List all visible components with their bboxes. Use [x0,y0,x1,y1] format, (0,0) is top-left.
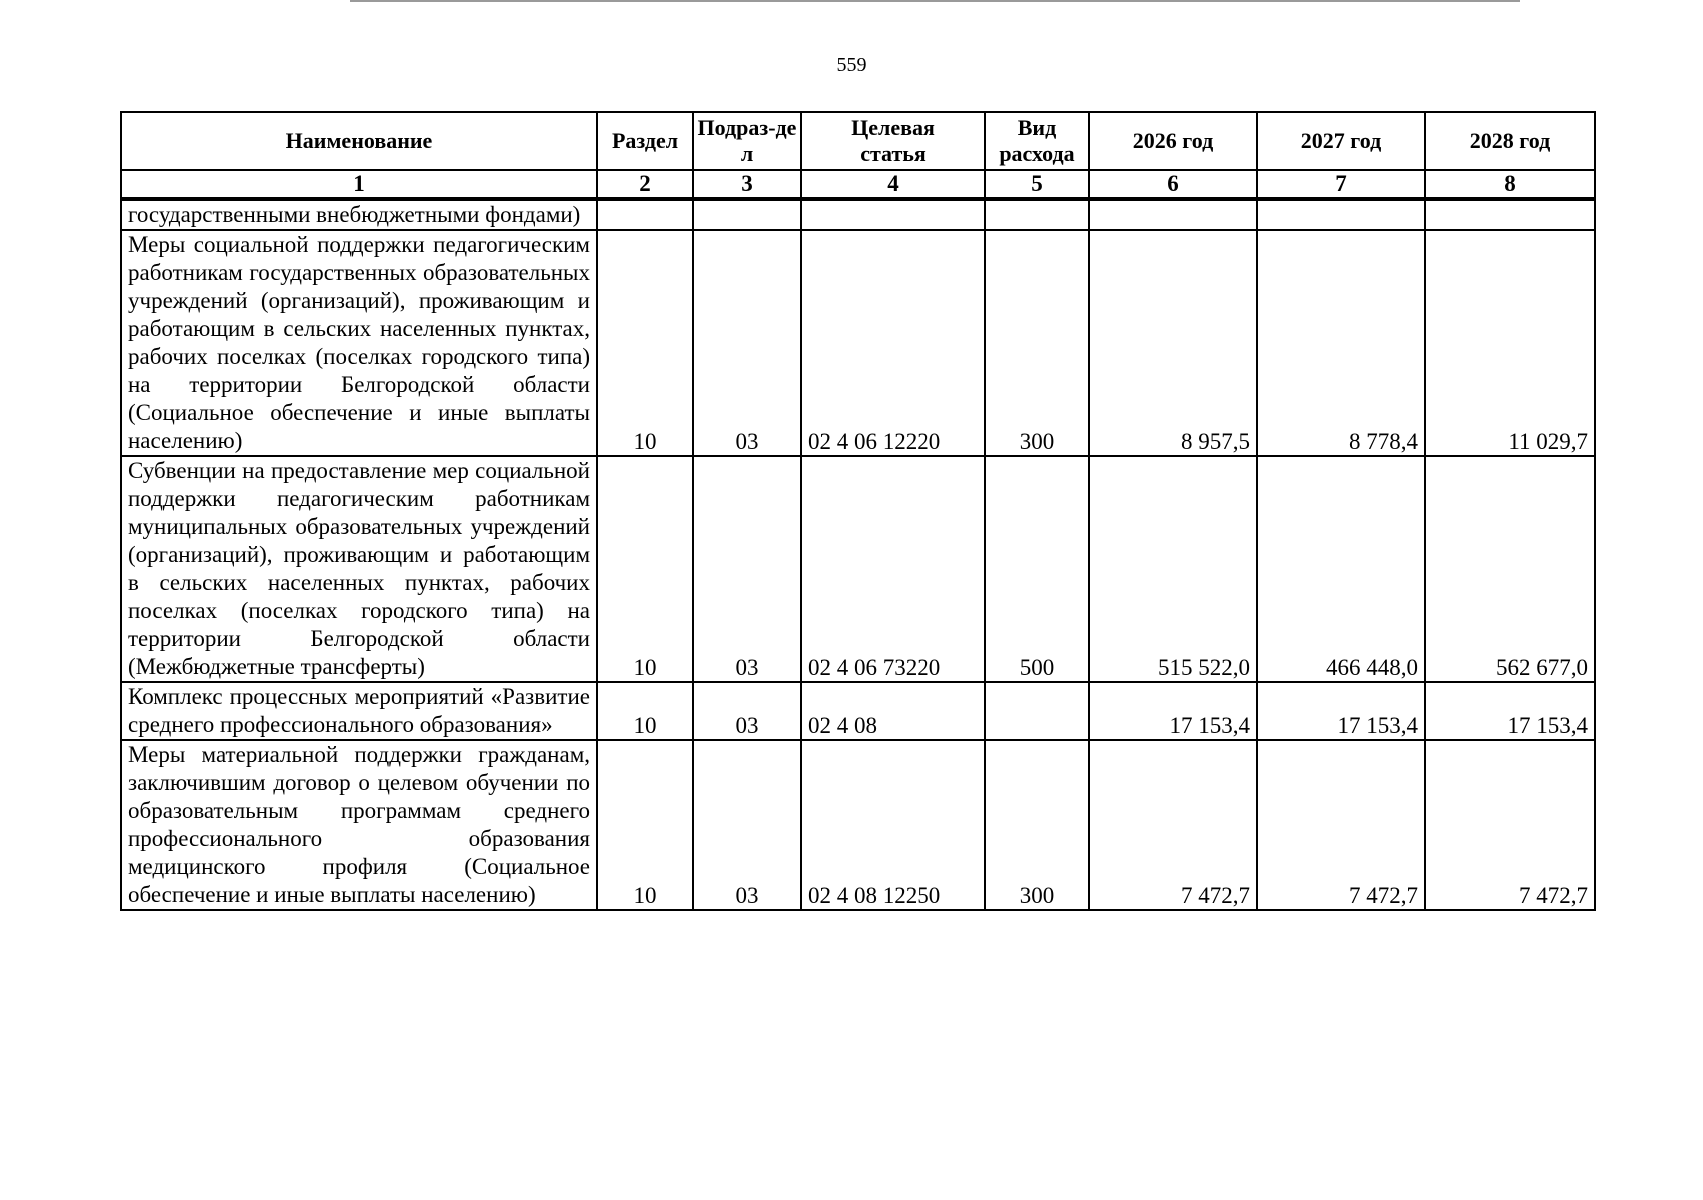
row-section: 10 [597,740,693,910]
row-2026: 8 957,5 [1089,230,1257,456]
row-expense-type: 300 [985,230,1089,456]
row-2026: 515 522,0 [1089,456,1257,682]
row-section: 10 [597,230,693,456]
table-row [121,230,1595,456]
row-2028: 7 472,7 [1425,740,1595,910]
row-name: Меры материальной поддержки гражданам, заключившим договор о целевом обучении по образовательным программам среднего профессионального образования медицинского профиля (Социальное обеспечение и иные выплаты населению) [121,740,597,910]
row-2026 [1089,199,1257,230]
row-target: 02 4 08 [801,682,985,740]
column-number: 1 [121,170,597,199]
row-section [597,199,693,230]
row-2026: 7 472,7 [1089,740,1257,910]
row-target: 02 4 06 73220 [801,456,985,682]
row-target: 02 4 08 12250 [801,740,985,910]
row-2027: 17 153,4 [1257,682,1425,740]
row-2027: 8 778,4 [1257,230,1425,456]
row-name: Комплекс процессных мероприятий «Развитие среднего профессионального образования» [121,682,597,740]
header-2026: 2026 год [1089,112,1257,170]
header-row [121,112,1595,170]
row-2027: 7 472,7 [1257,740,1425,910]
row-section: 10 [597,456,693,682]
table-row [121,199,1595,230]
row-target [801,199,985,230]
table-row [121,740,1595,910]
header-subsection: Подраз-дел [693,112,801,170]
row-target: 02 4 06 12220 [801,230,985,456]
row-subsection: 03 [693,456,801,682]
table-row [121,682,1595,740]
row-2027 [1257,199,1425,230]
row-expense-type [985,682,1089,740]
row-subsection: 03 [693,682,801,740]
column-number: 5 [985,170,1089,199]
column-number: 6 [1089,170,1257,199]
header-name: Наименование [121,112,597,170]
row-2028: 562 677,0 [1425,456,1595,682]
page-number: 559 [836,54,867,76]
row-expense-type: 300 [985,740,1089,910]
row-section: 10 [597,682,693,740]
row-expense-type [985,199,1089,230]
budget-table [120,111,1596,911]
row-2028: 17 153,4 [1425,682,1595,740]
column-number: 8 [1425,170,1595,199]
row-subsection: 03 [693,740,801,910]
header-target: Целевая статья [801,112,985,170]
row-name: Субвенции на предоставление мер социальной поддержки педагогическим работникам муниципальных образовательных учреждений (организаций), проживающим и работающим в сельских населенных пунктах, рабочих поселках (поселках городского типа) на территории Белгородской области (Межбюджетные трансферты) [121,456,597,682]
column-number: 7 [1257,170,1425,199]
header-expense-type: Вид расхода [985,112,1089,170]
header-2027: 2027 год [1257,112,1425,170]
row-name: Меры социальной поддержки педагогическим работникам государственных образовательных учреждений (организаций), проживающим и работающим в сельских населенных пунктах, рабочих поселках (поселках городского типа) на территории Белгородской области (Социальное обеспечение и иные выплаты населению) [121,230,597,456]
header-section: Раздел [597,112,693,170]
row-subsection: 03 [693,230,801,456]
row-expense-type: 500 [985,456,1089,682]
table-row [121,456,1595,682]
row-2028: 11 029,7 [1425,230,1595,456]
row-2028 [1425,199,1595,230]
row-subsection [693,199,801,230]
row-name: государственными внебюджетными фондами) [121,199,597,230]
row-2026: 17 153,4 [1089,682,1257,740]
column-number: 2 [597,170,693,199]
column-number: 4 [801,170,985,199]
column-number-row [121,170,1595,199]
column-number: 3 [693,170,801,199]
header-2028: 2028 год [1425,112,1595,170]
scan-edge-line [350,0,1520,2]
row-2027: 466 448,0 [1257,456,1425,682]
